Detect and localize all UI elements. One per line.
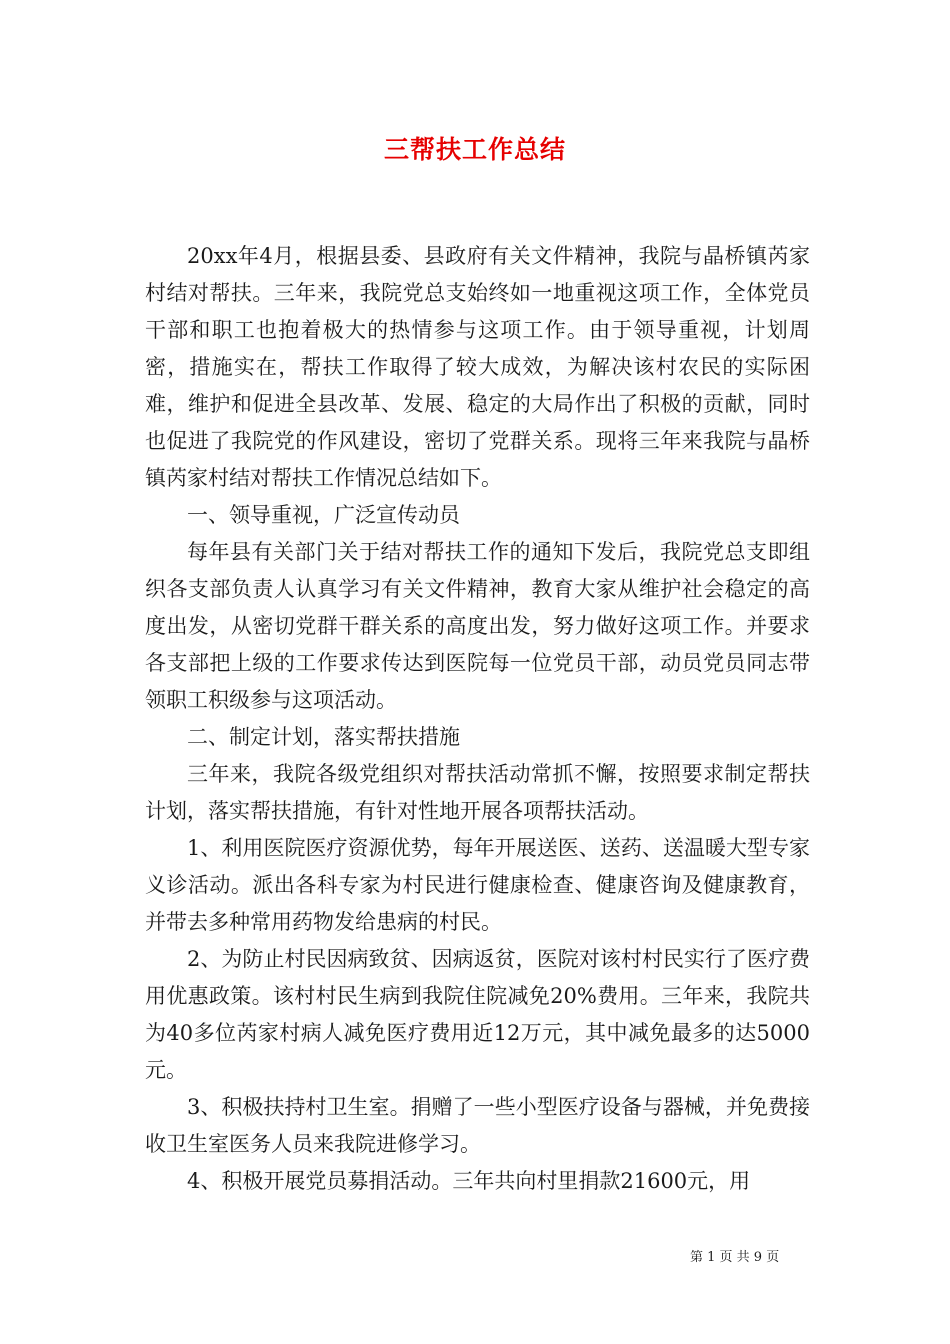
document-title: 三帮扶工作总结: [383, 135, 566, 164]
section-heading-2: 二、制定计划，落实帮扶措施: [187, 725, 460, 749]
list-item-3: 3、积极扶持村卫生室。捐赠了一些小型医疗设备与器械，并免费接收卫生室医务人员来我院进修学习。: [145, 1095, 810, 1156]
section-heading-1: 一、领导重视，广泛宣传动员: [187, 503, 460, 527]
paragraph-section-1: 每年县有关部门关于结对帮扶工作的通知下发后，我院党总支即组织各支部负责人认真学习有关文件精神，教育大家从维护社会稳定的高度出发，从密切党群干群关系的高度出发，努力做好这项工作。并要求各支部把上级的工作要求传达到医院每一位党员干部，动员党员同志带领职工积级参与这项活动。: [145, 540, 810, 712]
page-number: 第 1 页 共 9 页: [690, 1250, 780, 1265]
paragraph-section-2: 三年来，我院各级党组织对帮扶活动常抓不懈，按照要求制定帮扶计划，落实帮扶措施，有针对性地开展各项帮扶活动。: [145, 762, 810, 823]
list-item-4: 4、积极开展党员募捐活动。三年共向村里捐款21600元，用: [187, 1169, 751, 1193]
paragraph-intro: 20xx年4月，根据县委、县政府有关文件精神，我院与晶桥镇芮家村结对帮扶。三年来，我院党总支始终如一地重视这项工作，全体党员干部和职工也抱着极大的热情参与这项工作。由于领导重视，计划周密，措施实在，帮扶工作取得了较大成效，为解决该村农民的实际困难，维护和促进全县改革、发展、稳定的大局作出了积极的贡献，同时也促进了我院党的作风建设，密切了党群关系。现将三年来我院与晶桥镇芮家村结对帮扶工作情况总结如下。: [145, 244, 810, 490]
list-item-1: 1、利用医院医疗资源优势，每年开展送医、送药、送温暖大型专家义诊活动。派出各科专家为村民进行健康检查、健康咨询及健康教育，并带去多种常用药物发给患病的村民。: [145, 836, 810, 934]
list-item-2: 2、为防止村民因病致贫、因病返贫，医院对该村村民实行了医疗费用优惠政策。该村村民生病到我院住院减免20%费用。三年来，我院共为40多位芮家村病人减免医疗费用近12万元，其中减免最多的达5000元。: [145, 947, 810, 1082]
document-body: [145, 238, 810, 1200]
